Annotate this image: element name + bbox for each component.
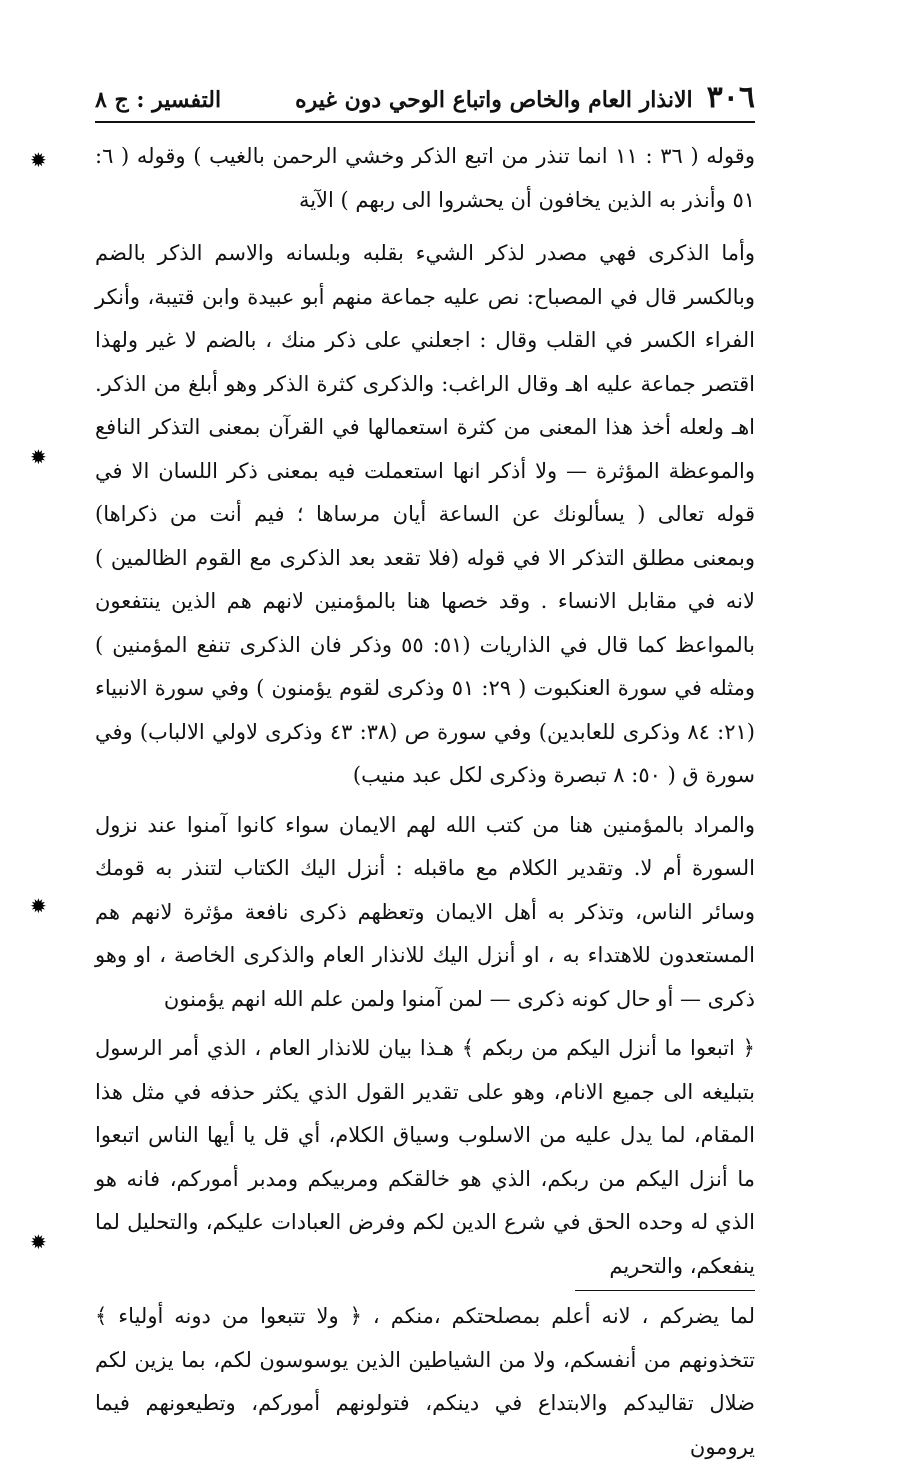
paragraph-1: وقوله ( ٣٦ : ١١ انما تنذر من اتبع الذكر وخشي الرحمن بالغيب ) وقوله ( ٦: ٥١ وأنذر به الذين يخافون أن يحشروا الى ربهم ) الآية	[95, 144, 755, 212]
book-page	[95, 80, 755, 1469]
paragraph-2: وأما الذكرى فهي مصدر لذكر الشيء بقلبه وبلسانه والاسم الذكر بالضم وبالكسر قال في المصباح: نص عليه جماعة منهم أبو عبيدة وابن قتيبة، وأنكر الفراء الكسر في القلب وقال : اجعلني على ذكر منك ، بالضم لا غير ولهذا اقتصر جماعة عليه اهـ وقال الراغب: والذكرى كثرة الذكر وهو أبلغ من الذكر. اهـ ولعله أخذ هذا المعنى من كثرة استعمالها في القرآن بمعنى التذكر النافع والموعظة المؤثرة — ولا أذكر انها استعملت فيه بمعنى ذكر اللسان الا في قوله تعالى ( يسألونك عن الساعة أيان مرساها ؛ فيم أنت من ذكراها) وبمعنى مطلق التذكر الا في قوله (فلا تقعد بعد الذكرى مع القوم الظالمين ) لانه في مقابل الانساء . وقد خصها هنا بالمؤمنين لانهم هم الذين ينتفعون بالمواعظ كما قال في الذاريات (٥١: ٥٥ وذكر فان الذكرى تنفع المؤمنين ) ومثله في سورة العنكبوت ( ٢٩: ٥١ وذكرى لقوم يؤمنون ) وفي سورة الانبياء (٢١: ٨٤ وذكرى للعابدين) وفي سورة ص (٣٨: ٤٣ وذكرى لاولي الالباب) وفي سورة ق ( ٥٠: ٨ تبصرة وذكرى لكل عبد منيب)	[95, 241, 755, 787]
margin-star-mark: ✹	[30, 445, 47, 469]
page-number: ٣٠٦	[706, 80, 755, 115]
paragraph-3: والمراد بالمؤمنين هنا من كتب الله لهم الايمان سواء كانوا آمنوا عند نزول السورة أم لا. وتقدير الكلام مع ماقبله : أنزل اليك الكتاب لتنذر به قومك وسائر الناس، وتذكر به أهل الايمان وتعظهم ذكرى نافعة مؤثرة لانهم هم المستعدون للاهتداء به ، او أنزل اليك للانذار العام والذكرى الخاصة ، او وهو ذكرى — أو حال كونه ذكرى — لمن آمنوا ولمن علم الله انهم يؤمنون	[95, 812, 755, 1011]
page-header	[95, 80, 755, 123]
volume-label: التفسير : ج ٨	[95, 87, 222, 113]
running-title: الانذار العام والخاص واتباع الوحي دون غيره	[295, 87, 693, 113]
margin-star-mark: ✹	[30, 148, 47, 172]
margin-star-mark: ✹	[30, 894, 47, 918]
paragraph-4: ﴿ اتبعوا ما أنزل اليكم من ربكم ﴾ هـذا بيان للانذار العام ، الذي أمر الرسول بتبليغه الى جميع الانام، وهو على تقدير القول الذي يكثر حذفه في مثل هذا المقام، لما يدل عليه من الاسلوب وسياق الكلام، أي قل يا أيها الناس اتبعوا ما أنزل اليكم من ربكم، الذي هو خالقكم ومربيكم ومدبر أموركم، فانه هو الذي له وحده الحق في شرع الدين لكم وفرض العبادات عليكم، والتحليل لما ينفعكم، والتحريم	[95, 1036, 755, 1278]
paragraph-5: لما يضركم ، لانه أعلم بمصلحتكم ،منكم ، ﴿ ولا تتبعوا من دونه أولياء ﴾ تتخذونهم من أنفسكم، ولا من الشياطين الذين يوسوسون لكم، بما يزين لكم ضلال تقاليدكم والابتداع في دينكم، فتولونهم أموركم، وتطيعونهم فيما يرومون	[95, 1304, 755, 1459]
margin-star-mark: ✹	[30, 1230, 47, 1254]
section-divider	[575, 1290, 755, 1291]
